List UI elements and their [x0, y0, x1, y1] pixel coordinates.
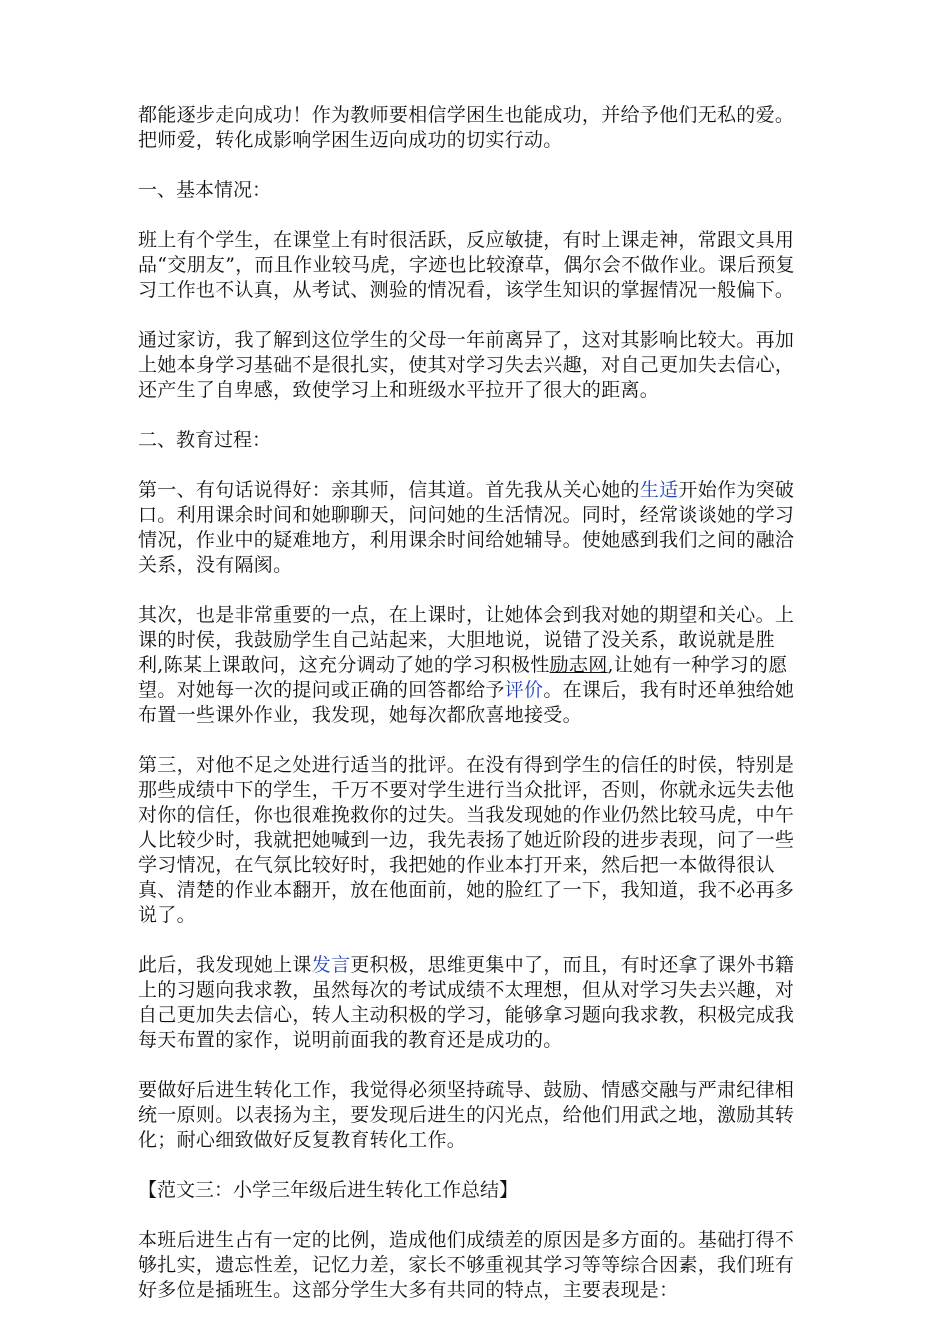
- inspiration-link[interactable]: 励志网: [549, 654, 608, 676]
- section-heading-basic-situation: 一、基本情况：: [138, 179, 272, 201]
- document-page: [138, 103, 800, 1328]
- section-heading-education-process: 二、教育过程：: [138, 429, 272, 451]
- education-first-paragraph: [138, 478, 800, 578]
- evaluation-link[interactable]: 评价: [504, 679, 544, 701]
- education-after-text-b: 更积极，思维更集中了，而且，有时还拿了课外书籍上的习题向我求教，虽然每次的考试成绩不太理想，但从对学习失去兴趣，对自己更加失去信心，转人主动积极的学习，能够拿习题向我求教，积极完成我每天布置的家作，说明前面我的教育还是成功的。: [138, 954, 795, 1051]
- education-after-paragraph: [138, 953, 800, 1053]
- education-second-paragraph: [138, 603, 800, 728]
- education-second-text-a: 其次，也是非常重要的一点，在上课时，让她体会到我对她的期望和关心。上课的时侯，我鼓励学生自己站起来，大胆地说，说错了没关系，敢说就是胜利,陈某上课敢问，这充分调动了她的学习积极性: [138, 604, 795, 676]
- education-first-text-a: 第一、有句话说得好：亲其师，信其道。首先我从关心她的: [138, 479, 640, 501]
- speech-link[interactable]: 发言: [311, 954, 351, 976]
- basic-situation-paragraph-1: 班上有个学生，在课堂上有时很活跃，反应敏捷，有时上课走神，常跟文具用品“交朋友”，而且作业较马虎，字迹也比较潦草，偶尔会不做作业。课后预复习工作也不认真，从考试、测验的情况看，该学生知识的掌握情况一般偏下。: [138, 229, 795, 301]
- sample-three-title: 【范文三：小学三年级后进生转化工作总结】: [138, 1179, 519, 1201]
- education-after-text-a: 此后，我发现她上课: [138, 954, 312, 976]
- education-first-text-b: 开始作为突破口。利用课余时间和她聊聊天，问问她的生活情况。同时，经常谈谈她的学习情况，作业中的疑难地方，利用课余时间给她辅导。使她感到我们之间的融洽关系，没有隔阂。: [138, 479, 795, 576]
- education-second-text-c: 。在课后，我有时还单独给她布置一些课外作业，我发现，她每次都欣喜地接受。: [138, 679, 795, 726]
- conclusion-paragraph: 要做好后进生转化工作，我觉得必须坚持疏导、鼓励、情感交融与严肃纪律相统一原则。以表扬为主，要发现后进生的闪光点，给他们用武之地，激励其转化；耐心细致做好反复教育转化工作。: [138, 1079, 795, 1151]
- education-third-paragraph: 第三，对他不足之处进行适当的批评。在没有得到学生的信任的时侯，特别是那些成绩中下的学生，千万不要对学生进行当众批评，否则，你就永远失去他对你的信任，你也很难挽救你的过失。当我发现她的作业仍然比较马虎，中午人比较少时，我就把她喊到一边，我先表扬了她近阶段的进步表现，问了一些学习情况，在气氛比较好时，我把她的作业本打开来，然后把一本做得很认真、清楚的作业本翻开，放在他面前，她的脸红了一下，我知道，我不必再多说了。: [138, 754, 795, 926]
- education-second-text-b: ,让她有一种学习的愿望。对她每一次的提问或正确的回答都给予: [138, 654, 788, 701]
- basic-situation-paragraph-2: 通过家访，我了解到这位学生的父母一年前离异了，这对其影响比较大。再加上她本身学习基础不是很扎实，使其对学习失去兴趣，对自己更加失去信心，还产生了自卑感，致使学习上和班级水平拉开了很大的距离。: [138, 329, 795, 401]
- life-link[interactable]: 生适: [639, 479, 679, 501]
- intro-paragraph: 都能逐步走向成功！作为教师要相信学困生也能成功，并给予他们无私的爱。把师爱，转化成影响学困生迈向成功的切实行动。: [138, 104, 795, 151]
- sample-three-paragraph: 本班后进生占有一定的比例，造成他们成绩差的原因是多方面的。基础打得不够扎实，遗忘性差，记忆力差，家长不够重视其学习等等综合因素，我们班有好多位是插班生。这部分学生大多有共同的特点，主要表现是：: [138, 1229, 795, 1301]
